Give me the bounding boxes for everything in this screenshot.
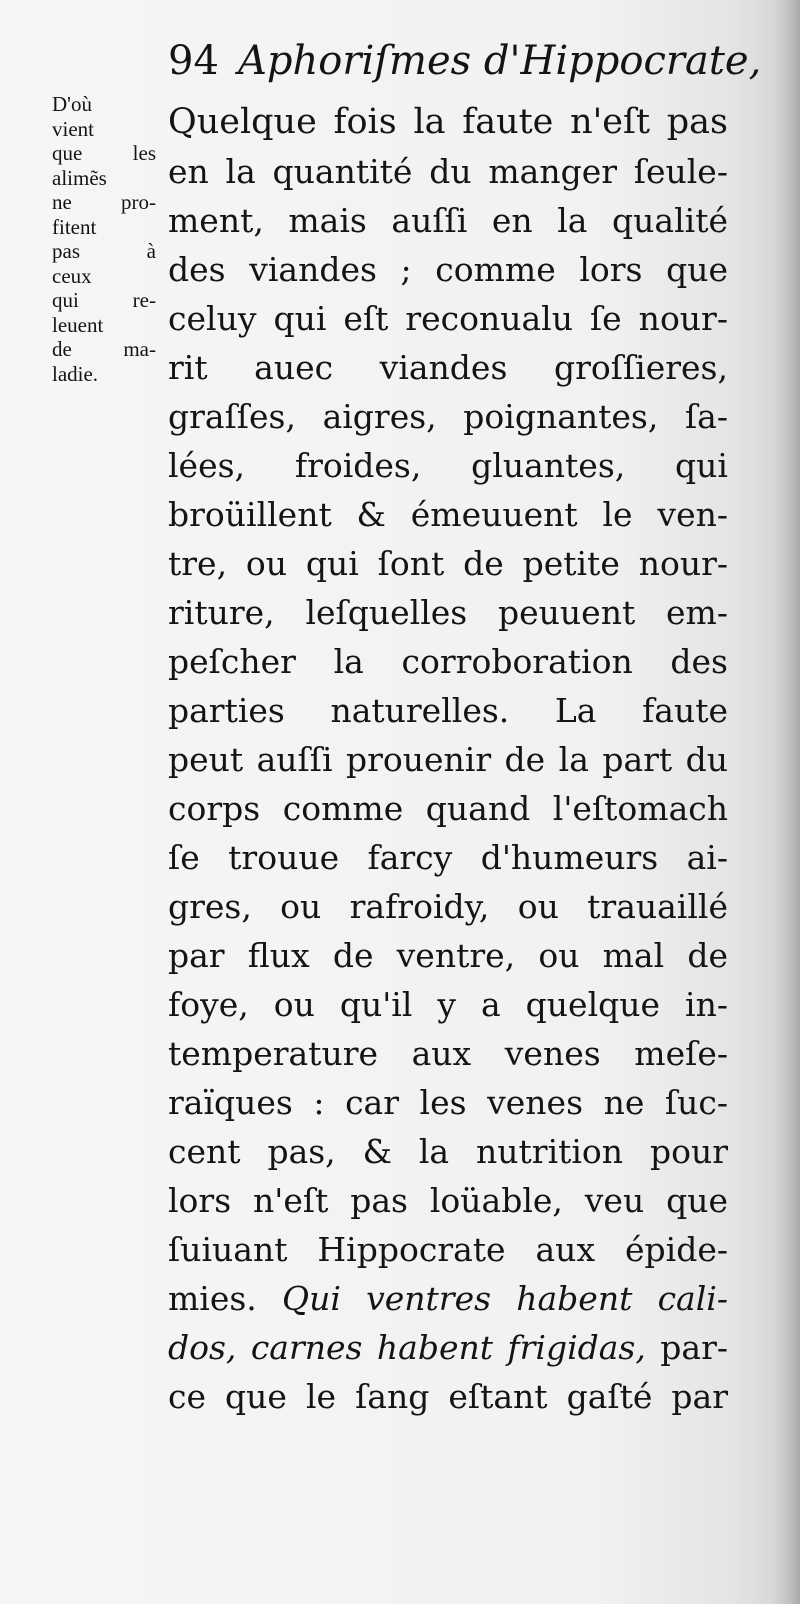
body-line: raïques : car les venes ne ſuc-	[168, 1083, 728, 1122]
body-line-roman: par-	[660, 1328, 728, 1367]
body-line: en la quantité du manger ſeule-	[168, 152, 728, 191]
body-line: lors n'eſt pas loüable, veu que	[168, 1181, 728, 1220]
body-line: gres, ou rafroidy, ou trauaillé	[168, 887, 728, 926]
running-head-title: Aphoriſmes d'Hippocrate,	[238, 38, 762, 84]
body-line: par flux de ventre, ou mal de	[168, 936, 728, 975]
latin-quote: dos, carnes habent frigidas,	[168, 1328, 646, 1367]
body-line: peſcher la corroboration des	[168, 642, 728, 681]
body-text	[168, 98, 728, 1421]
margin-note	[52, 92, 156, 386]
body-line	[168, 1274, 728, 1323]
margin-note-line: pas à	[52, 239, 156, 263]
margin-note-line: leuent	[52, 312, 104, 337]
margin-note-line: fitent	[52, 214, 97, 239]
margin-note-line: ne pro-	[52, 190, 156, 214]
body-line: tre, ou qui ſont de petite nour-	[168, 544, 728, 583]
margin-note-line: vient	[52, 116, 94, 141]
body-line: graſſes, aigres, poignantes, ſa-	[168, 397, 728, 436]
body-line	[168, 1323, 728, 1372]
body-line: ce que le ſang eſtant gaſté par	[168, 1377, 728, 1416]
margin-note-line: ceux	[52, 263, 92, 288]
running-head	[168, 38, 762, 102]
margin-note-line: que les	[52, 141, 156, 165]
margin-note-line: D'où	[52, 92, 92, 116]
page-number: 94	[168, 38, 219, 84]
page-edge-shadow	[772, 0, 800, 1604]
body-line: temperature aux venes meſe-	[168, 1034, 728, 1073]
body-line: ſe trouue farcy d'humeurs ai-	[168, 838, 728, 877]
body-line: des viandes ; comme lors que	[168, 250, 728, 289]
body-line: broüillent & émeuuent le ven-	[168, 495, 728, 534]
body-line: celuy qui eſt reconualu ſe nour-	[168, 299, 728, 338]
body-line: corps comme quand l'eſtomach	[168, 789, 728, 828]
margin-note-line: de ma-	[52, 337, 156, 361]
margin-note-line: qui re-	[52, 288, 156, 312]
body-line-roman: mies.	[168, 1279, 257, 1318]
margin-note-line: ladie.	[52, 361, 99, 386]
body-line: lées, froides, gluantes, qui	[168, 446, 728, 485]
body-line: foye, ou qu'il y a quelque in-	[168, 985, 728, 1024]
body-line: peut auſſi prouenir de la part du	[168, 740, 728, 779]
latin-quote: Qui ventres habent cali-	[282, 1279, 728, 1318]
body-line: Quelque fois la faute n'eſt pas	[168, 102, 728, 142]
margin-note-line: alimẽs	[52, 165, 107, 190]
body-line: cent pas, & la nutrition pour	[168, 1132, 728, 1171]
body-line: parties naturelles. La faute	[168, 691, 728, 730]
body-line: ment, mais auſſi en la qualité	[168, 201, 728, 240]
body-line: ſuiuant Hippocrate aux épide-	[168, 1230, 728, 1269]
body-line: riture, leſquelles peuuent em-	[168, 593, 728, 632]
body-line: rit auec viandes groſſieres,	[168, 348, 728, 387]
